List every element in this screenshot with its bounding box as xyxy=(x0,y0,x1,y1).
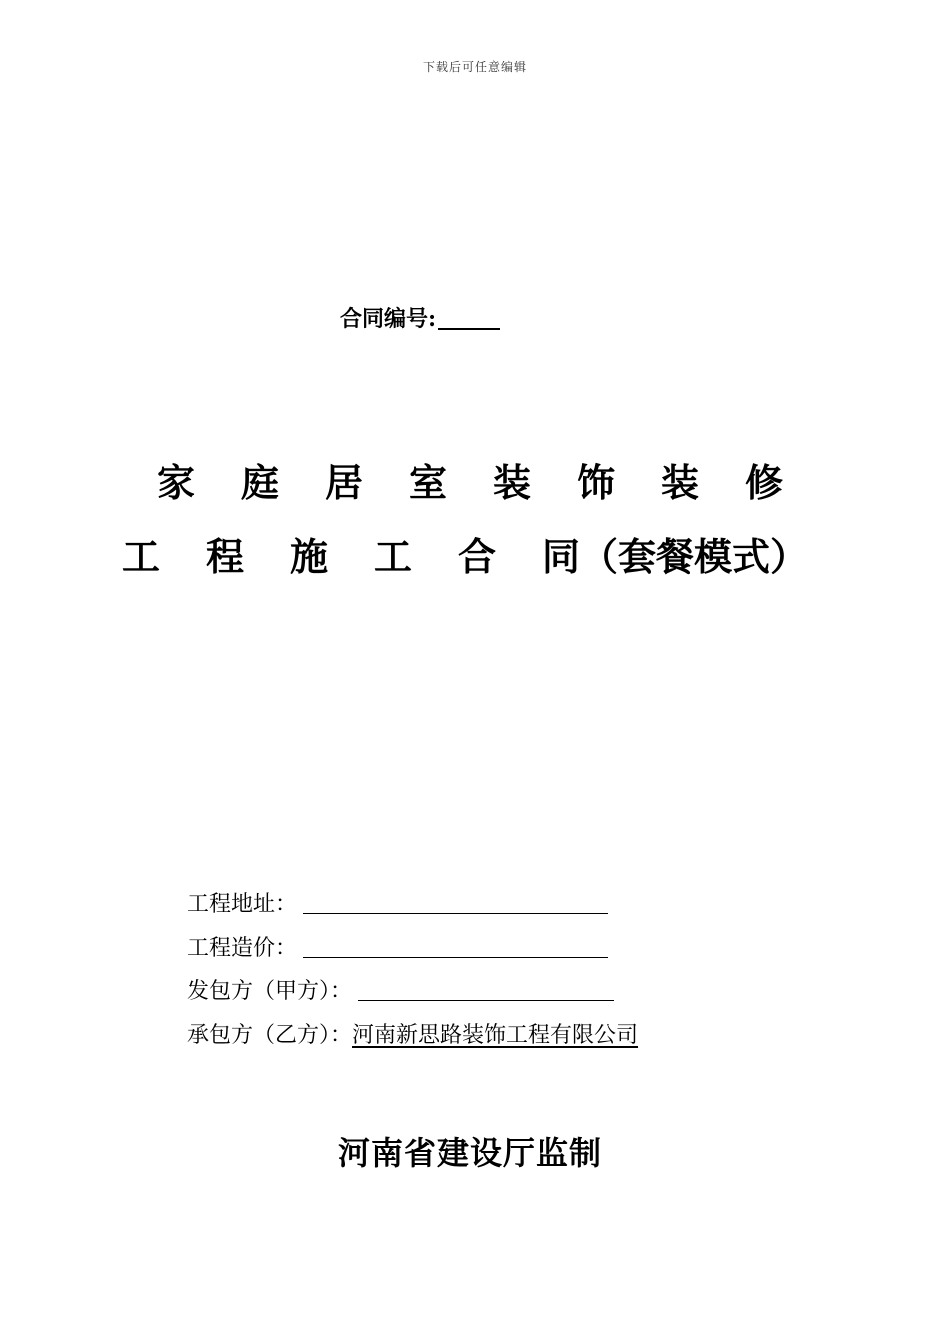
field-party-a xyxy=(187,974,614,1005)
header-note: 下载后可任意编辑 xyxy=(422,60,527,74)
contract-number-blank-line xyxy=(438,328,500,330)
title-line-2-suffix: （套餐模式） xyxy=(580,534,809,579)
party-a-blank-line xyxy=(358,978,614,1001)
party-a-label: 发包方（甲方）： xyxy=(187,979,353,1004)
field-party-b xyxy=(187,1018,638,1049)
party-b-label: 承包方（乙方）： xyxy=(187,1023,353,1048)
field-project-price xyxy=(187,931,608,962)
title-line-2-main: 工程施工合同 xyxy=(122,534,627,579)
contract-number xyxy=(340,302,500,333)
field-project-address xyxy=(187,887,608,918)
title-line-1: 家庭居室装饰装修 xyxy=(157,460,830,505)
contract-number-label: 合同编号: xyxy=(340,306,437,332)
project-price-blank-line xyxy=(303,935,608,958)
project-price-label: 工程造价： xyxy=(187,936,298,961)
project-address-blank-line xyxy=(303,891,608,914)
project-address-label: 工程地址： xyxy=(187,892,298,917)
supervisor-footer: 河南省建设厅监制 xyxy=(337,1134,602,1172)
title-line-2 xyxy=(122,526,808,581)
party-b-value: 河南新思路装饰工程有限公司 xyxy=(352,1023,639,1048)
